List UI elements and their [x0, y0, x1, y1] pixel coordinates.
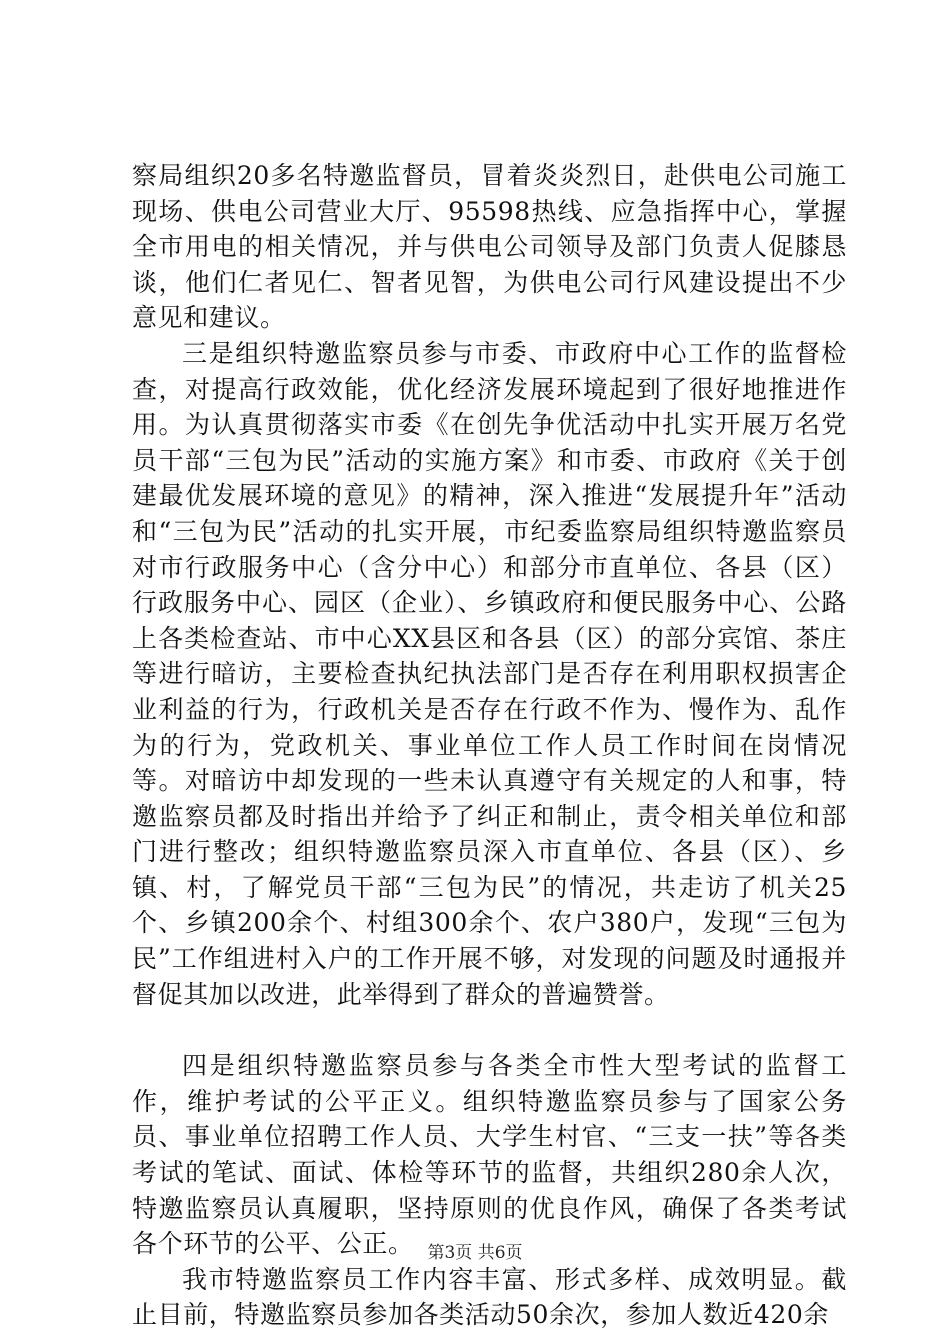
paragraph-continuation: 察局组织20多名特邀监督员，冒着炎炎烈日，赴供电公司施工现场、供电公司营业大厅、95598热线、应急指挥中心，掌握全市用电的相关情况，并与供电公司领导及部门负责人促膝恳谈，他们仁者见仁、智者见智，为供电公司行风建设提出不少意见和建议。	[132, 161, 847, 333]
document-body	[132, 158, 847, 1333]
paragraph-three: 三是组织特邀监察员参与市委、市政府中心工作的监督检查，对提高行政效能，优化经济发展环境起到了很好地推进作用。为认真贯彻落实市委《在创先争优活动中扎实开展万名党员干部“三包为民”活动的实施方案》和市委、市政府《关于创建最优发展环境的意见》的精神，深入推进“发展提升年”活动和“三包为民”活动的扎实开展，市纪委监察局组织特邀监察员对市行政服务中心（含分中心）和部分市直单位、各县（区）行政服务中心、园区（企业）、乡镇政府和便民服务中心、公路上各类检查站、市中心XX县区和各县（区）的部分宾馆、茶庄等进行暗访，主要检查执纪执法部门是否存在利用职权损害企业利益的行为，行政机关是否存在行政不作为、慢作为、乱作为的行为，党政机关、事业单位工作人员工作时间在岗情况等。对暗访中却发现的一些未认真遵守有关规定的人和事，特邀监察员都及时指出并给予了纠正和制止，责令相关单位和部门进行整改；组织特邀监察员深入市直单位、各县（区）、乡镇、村，了解党员干部“三包为民”的情况，共走访了机关25个、乡镇200余个、村组300余个、农户380户，发现“三包为民”工作组进村入户的工作开展不够，对发现的问题及时通报并督促其加以改进，此举得到了群众的普遍赞誉。	[132, 338, 847, 1009]
paragraph-four: 四是组织特邀监察员参与各类全市性大型考试的监督工作，维护考试的公平正义。组织特邀监察员参与了国家公务员、事业单位招聘工作人员、大学生村官、“三支一扶”等各类考试的笔试、面试、体检等环节的监督，共组织280余人次，特邀监察员认真履职，坚持原则的优良作风，确保了各类考试各个环节的公平、公正。	[132, 1051, 847, 1259]
page-number-footer: 第3页 共6页	[427, 1243, 523, 1263]
paragraph-summary: 我市特邀监察员工作内容丰富、形式多样、成效明显。截止目前，特邀监察员参加各类活动50余次，参加人数近420余	[132, 1264, 847, 1330]
